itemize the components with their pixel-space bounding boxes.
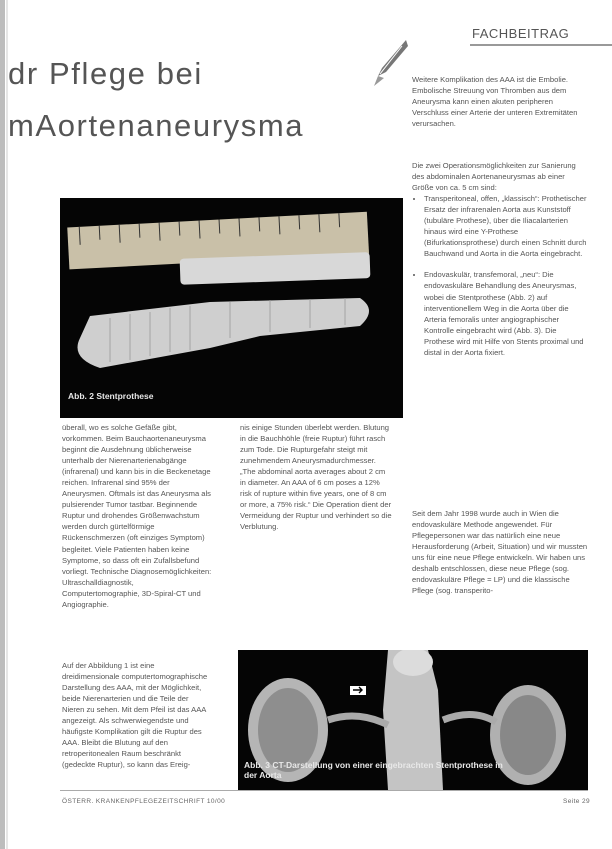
list-item: • Endovaskulär, transfemoral, „neu“: Die endovaskuläre Behandlung des Aneurysmas, wobei die Stentprothese (Abb. 2) auf interventionellem Weg in die Aorta über die Arteria femoralis unter angiographischer Kontrolle eingebracht wird (Abb. 3). Die Prothese wird mit Hilfe von Stents proximal und distal in der Aorta fixiert. bbox=[424, 269, 588, 357]
page-binding-edge bbox=[0, 0, 5, 849]
figure-2-caption: Abb. 2 Stentprothese bbox=[68, 391, 154, 401]
article-title-line-2: mAortenaneurysma bbox=[8, 108, 305, 143]
paragraph-abbildung-1: Auf der Abbildung 1 ist eine dreidimensionale computertomographische Darstellung des AAA, mit der Möglichkeit, beide Nierenarterien und die Teile der Nieren zu sehen. Mit dem Pfeil ist das AAA angezeigt. Als schwerwiegendste und häufigste Komplikation gilt die Ruptur des AAA. Bleibt die Blutung auf den retroperitonealen Raum beschränkt (gedeckte Ruptur), so kann das Ereig- bbox=[62, 661, 208, 770]
footer-rule bbox=[60, 790, 588, 791]
right-column-top bbox=[412, 74, 588, 129]
footer-journal: ÖSTERR. KRANKENPFLEGEZEITSCHRIFT 10/00 bbox=[62, 798, 226, 805]
figure-3-caption: Abb. 3 CT-Darstellung von einer eingebrachten Stentprothese in der Aorta bbox=[244, 760, 503, 780]
paragraph-wien: Seit dem Jahr 1998 wurde auch in Wien die endovaskuläre Methode angewendet. Für Pflegepersonen war das natürlich eine neue Herausforderung (Arbeit, Situation) und wir mussten uns für eine neue Pflege entwickeln. Wir haben uns deshalb entschlossen, diese neue Pflege (sog. endovaskuläre Pflege = LP) und die klassische Pflege (sog. transperito- bbox=[412, 509, 588, 596]
right-column-operations bbox=[412, 160, 588, 368]
left-column-top bbox=[62, 422, 212, 610]
paragraph-aneurysma-diagnose: überall, wo es solche Gefäße gibt, vorkommen. Beim Bauchaortenaneurysma beginnt die Ausdehnung üblicherweise unterhalb der Nierenarterienabgänge (infrarenal) und kann bis in die Beckenetage reichen. Infrarenal sind 95% der Aneurysmen. Oftmals ist das Aneurysma als pulsierender Tumor tastbar. Beginnende Ruptur und drohendes Größenwachstum werden durch gürtelförmige Rückenschmerzen (oft einziges Symptom) begleitet. Viele Patienten haben keine Symptome, so dass oft ein Zufallsbefund vorliegt. Technische Diagnosemöglichkeiten: Ultraschalldiagnostik, Computertomographie, 3D-Spiral-CT und Angiographie. bbox=[62, 423, 212, 609]
article-title-line-1: dr Pflege bei bbox=[8, 56, 203, 91]
stent-prosthesis-photo bbox=[60, 198, 403, 418]
paragraph-embolie: Weitere Komplikation des AAA ist die Embolie. Embolische Streuung von Thromben aus dem Aneurysma kann einen akuten peripheren Verschluss einer Arterie der unteren Extremitäten verursachen. bbox=[412, 75, 578, 129]
section-rule bbox=[470, 44, 612, 46]
footer-page-number: Seite 29 bbox=[563, 798, 591, 805]
left-column-bottom bbox=[62, 660, 212, 770]
fountain-pen-icon bbox=[372, 38, 408, 88]
middle-column bbox=[240, 422, 392, 532]
operation-list bbox=[412, 193, 588, 358]
section-label: FACHBEITRAG bbox=[472, 26, 570, 41]
paragraph-operations-intro: Die zwei Operationsmöglichkeiten zur Sanierung des abdominalen Aortenaneurysmas ab einer Größe von ca. 5 cm sind: bbox=[412, 161, 576, 193]
stent-prosthesis-illustration bbox=[60, 198, 403, 418]
right-column-bottom bbox=[412, 508, 588, 596]
list-item: • Transperitoneal, offen, „klassisch“: Prothetischer Ersatz der infrarenalen Aorta aus Kunststoff (tubuläre Prothese), über die Iliacalarterien hinaus wird eine Y-Prothese (Bifurkationsprothese) durch einen Schnitt durch Bauchwand und Aorta in die Aorta eingebracht. bbox=[424, 193, 588, 259]
paragraph-ruptur: nis einige Stunden überlebt werden. Blutung in die Bauchhöhle (freie Ruptur) führt rasch zum Tode. Die Rupturgefahr steigt mit zunehmendem Aneurysmadurchmesser. „The abdominal aorta averages about 2 cm in diameter. An AAA of 6 cm poses a 12% risk of rupture within five years, one of 8 cm or more, a 75% risk.“ Die Operation dient der Vermeidung der Ruptur und verhindert so die Verblutung. bbox=[240, 423, 392, 532]
ct-image bbox=[238, 650, 588, 790]
